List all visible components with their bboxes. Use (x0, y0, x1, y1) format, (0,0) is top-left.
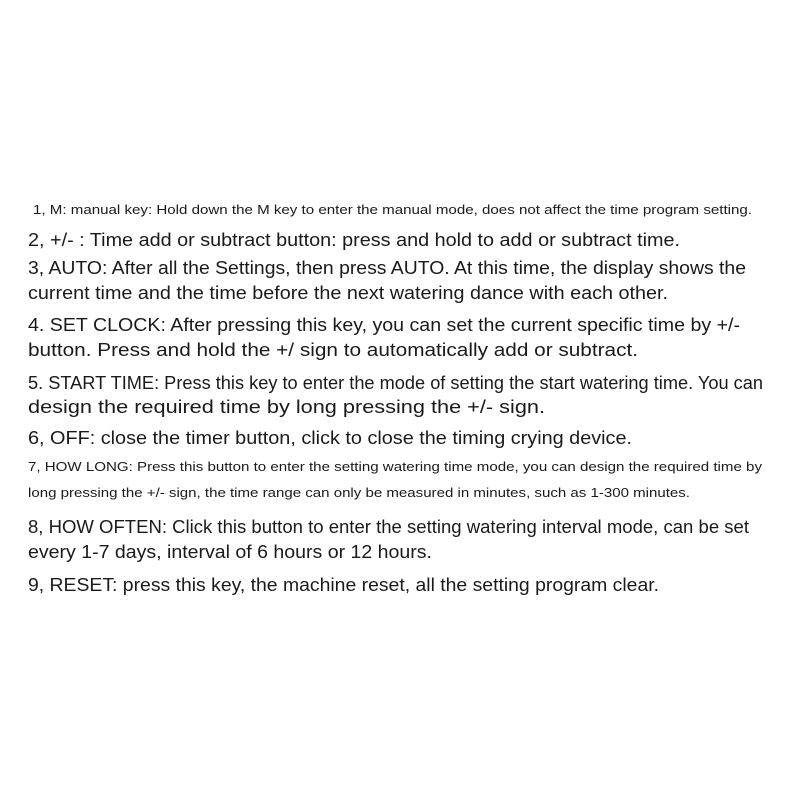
instruction-9-line-1: 9, RESET: press this key, the machine reset, all the setting program clear. (28, 575, 659, 595)
instruction-5-line-1: 5. START TIME: Press this key to enter the mode of setting the start watering time. You can (28, 373, 763, 393)
instruction-3-line-2: current time and the time before the next watering dance with each other. (28, 283, 668, 303)
instruction-5-line-2: design the required time by long pressing the +/- sign. (28, 397, 545, 417)
instruction-7-line-2: long pressing the +/- sign, the time range can only be measured in minutes, such as 1-300 minutes. (28, 485, 690, 500)
instruction-1-line-1: 1, M: manual key: Hold down the M key to enter the manual mode, does not affect the time program setting. (33, 202, 752, 217)
instruction-3-line-1: 3, AUTO: After all the Settings, then press AUTO. At this time, the display shows the (28, 258, 746, 278)
instruction-7-line-1: 7, HOW LONG: Press this button to enter the setting watering time mode, you can design the required time by (28, 459, 762, 474)
instruction-4-line-2: button. Press and hold the +/ sign to automatically add or subtract. (28, 340, 638, 360)
instruction-6-line-1: 6, OFF: close the timer button, click to close the timing crying device. (28, 428, 632, 448)
instruction-4-line-1: 4. SET CLOCK: After pressing this key, you can set the current specific time by +/- (28, 315, 740, 335)
instruction-8-line-2: every 1-7 days, interval of 6 hours or 12 hours. (28, 542, 432, 562)
instruction-8-line-1: 8, HOW OFTEN: Click this button to enter the setting watering interval mode, can be set (28, 517, 749, 537)
instruction-2-line-1: 2, +/- : Time add or subtract button: press and hold to add or subtract time. (28, 230, 680, 250)
